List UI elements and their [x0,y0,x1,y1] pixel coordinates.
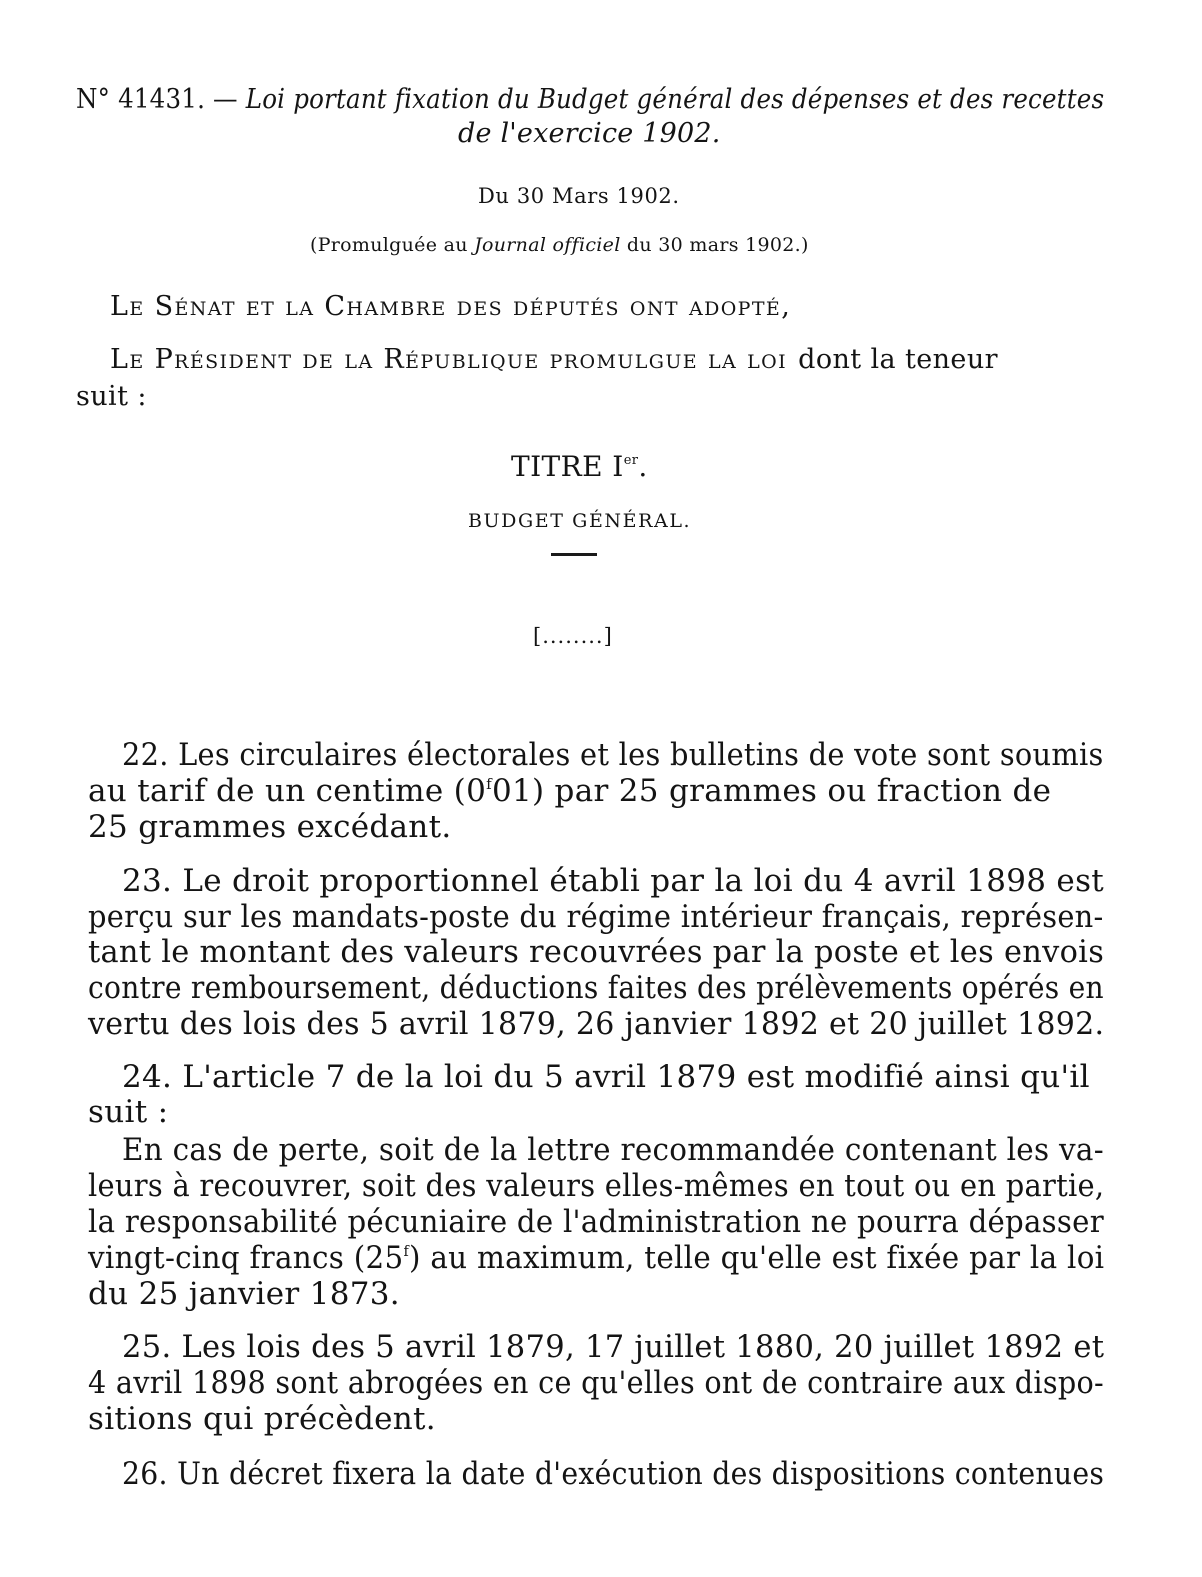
promulgation-journal: Journal officiel [474,234,621,256]
article-24-line-1: 24. L'article 7 de la loi du 5 avril 1879 est modifié ainsi qu'il [122,1059,1090,1095]
law-title-line-2 [458,118,721,149]
section-title-dot: . [638,450,648,483]
law-title: Loi portant fixation du Budget général des dépenses et des recettes [245,84,1105,115]
article-24-line-6 [88,1240,1104,1276]
preamble-enactment: Le Président de la République promulgue la loi [110,344,788,375]
omission-marker: [........] [533,624,613,648]
article-22-line-2 [88,773,1051,809]
law-title-line-1 [76,84,1104,115]
article-22-line-3: 25 grammes excédant. [88,809,452,845]
promulgation-suffix: du 30 mars 1902.) [626,234,809,256]
law-number: N° 41431. — [76,84,238,115]
preamble-line-2 [110,344,998,375]
article-23-line-5: vertu des lois des 5 avril 1879, 26 janvier 1892 et 20 juillet 1892. [88,1006,1105,1042]
section-divider [551,553,597,556]
article-23-line-3: tant le montant des valeurs recouvrées par la poste et les envois [88,934,1105,970]
section-title [511,450,648,483]
article-24-line-5: la responsabilité pécuniaire de l'administration ne pourra dépasser [88,1204,1104,1240]
article-24-line-2: suit : [88,1094,169,1130]
law-date: Du 30 Mars 1902. [478,184,680,208]
law-title-continuation: de l'exercice 1902. [458,118,721,149]
promulgation-prefix: (Promulguée au [310,234,468,256]
promulgation-note [310,234,809,256]
article-24-line-4: leurs à recouvrer, soit des valeurs elles-mêmes en tout ou en partie, [88,1168,1105,1204]
article-24-line-6-a: vingt-cinq francs (25 [88,1240,404,1276]
article-23-line-4: contre remboursement, déductions faites des prélèvements opérés en [88,970,1104,1006]
article-25-line-1: 25. Les lois des 5 avril 1879, 17 juillet 1880, 20 juillet 1892 et [122,1329,1105,1365]
article-26-line-1: 26. Un décret fixera la date d'exécution des dispositions contenues [122,1456,1105,1492]
article-24-line-3: En cas de perte, soit de la lettre recommandée contenant les va- [122,1132,1104,1168]
section-title-superscript: er [623,453,639,468]
article-24-line-7: du 25 janvier 1873. [88,1276,400,1312]
article-22-line-1: 22. Les circulaires électorales et les bulletins de vote sont soumis [122,737,1104,773]
article-22-line-2-b: 01) par 25 grammes ou fraction de [491,773,1052,809]
article-23-line-1: 23. Le droit proportionnel établi par la loi du 4 avril 1898 est [122,863,1105,899]
preamble-line-3: suit : [76,381,147,412]
preamble-line-1: Le Sénat et la Chambre des députés ont adopté, [110,291,792,322]
article-22-franc-sup: f [486,775,492,793]
article-23-line-2: perçu sur les mandats-poste du régime intérieur français, représen- [88,899,1104,935]
article-24-franc-sup: f [403,1242,410,1260]
article-25-line-2: 4 avril 1898 sont abrogées en ce qu'elles ont de contraire aux dispo- [88,1365,1104,1401]
article-25-line-3: sitions qui précèdent. [88,1401,436,1437]
preamble-enactment-rest: dont la teneur [798,344,998,375]
section-subtitle: BUDGET GÉNÉRAL. [468,510,692,532]
section-title-text: TITRE I [511,450,624,483]
article-24-line-6-b: ) au maximum, telle qu'elle est fixée par la loi [409,1240,1105,1276]
article-22-line-2-a: au tarif de un centime (0 [88,773,487,809]
